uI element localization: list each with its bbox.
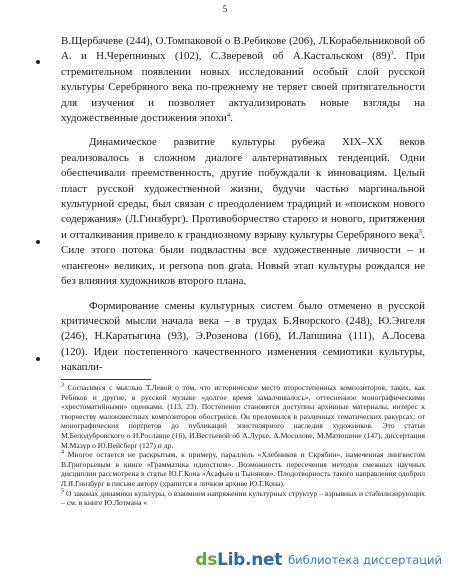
dslib-logo: [195, 550, 282, 570]
footnote-number: 3: [61, 382, 64, 389]
logo-lib: Lib: [217, 550, 246, 570]
footnote-number: 5: [61, 488, 64, 494]
footnote-5: [61, 489, 425, 508]
footnote-ref-3[interactable]: 3: [390, 49, 394, 57]
paragraph-2-text: Динамическое развитие культуры рубежа XIX–XX веков реализовалось в сложном диалоге альтернативных тенденций. Одни обеспечивали преемственность, другие побуждали к инновациям. Целый пласт русской художественной жизни, будучи частью маргинальной культурной среды, был связан с преодолением традиций и «поиском нового содержания» (Л.Гинзбург). Противоборчество старого и нового, притяжения и отталкивания привело к грандиозному взрыву культуры Серебряного века: [61, 136, 425, 241]
watermark-tagline: библиотека диссертаций: [288, 553, 442, 567]
footnote-ref-5[interactable]: 5: [419, 228, 423, 236]
paragraph-1: [61, 34, 425, 126]
paragraph-3: [61, 299, 425, 376]
footnote-separator: [61, 379, 151, 380]
margin-bullet-mark: [36, 357, 40, 361]
paragraph-1-end: .: [230, 112, 233, 125]
paragraph-2-text-cont: . Силе этого потока были подвластны все художественные личности – и «пантеон» великих, и persona non grata. Новый этап культуры рождался не без влияния художников второго плана.: [61, 228, 425, 288]
footnotes: [61, 383, 425, 508]
paragraph-3-text: Формирование смены культурных систем было отмечено в русской критической мысли начала века – в трудах Б.Яворского (248), Ю.Энгеля (246), Н.Каратыгина (93), Э.Розенова (166), И.Лапшина (111), А.Лосева (120). Идеи постепенного качественного изменения семиотики культуры, накапли-: [61, 299, 425, 374]
footnote-number: 4: [61, 449, 64, 456]
margin-bullet-mark: [36, 240, 40, 244]
margin-bullet-mark: [36, 60, 40, 64]
footnote-text: О законах динамики культуры, о взаимном напряжении культурных структур – взрывных и стабилизирующих – см. в книге Ю.Лотмана «: [61, 488, 425, 508]
paragraph-1-text: В.Щербачеве (244), О.Томпаковой о В.Ребикове (206), Л.Корабельниковой об А. и Н.Черепниных (102), С.Зверевой об А.Кастальском (89): [61, 35, 425, 63]
footnote-3: [61, 383, 425, 450]
footnote-text: Многое остается не раскрытым, к примеру, параллель «Хлебников и Скрябин», намеченная лингвистом В.Григорьевым в книге «Грамматика идиостиля». Возможность пересечения методов смежных научных дисциплин рассмотрена в статье Ю.Г.Кона «Асафьев и Тынянов». Плодотворность такого направления одобрил Л.Я.Гинзбург в письме автору (хранится в личном архиве Ю.Г.Кона).: [61, 450, 425, 488]
logo-ds: ds: [195, 550, 218, 570]
footnote-4: [61, 450, 425, 488]
site-watermark[interactable]: [195, 546, 442, 574]
footnote-text: Согласимся с мыслью Т.Левой о том, что историческое место второстепенных композиторов, таких, как Ребиков и другие, в русской музыке «долгое время замалчивалось», оттесненное монографическими «хрестоматийными» оценками. (113, 23). Постепенно становятся доступны архивные материалы, интерес к творчеству малоизвестных композиторов обострился. Он преломился в различных тематических ракурсах: от монографических портретов до публикаций эпистолярного наследия художников. Это статьи М.Белодубровского о Н.Рославце (16), И.Вестьевой об А.Лурье, А.Мосолове, М.Матюшине (147), диссертация М.Мазур о Ю.Вейсберг (127) и др.: [61, 383, 425, 450]
paragraph-2: [61, 135, 425, 289]
page-number: 5: [222, 4, 228, 14]
footnote-ref-4[interactable]: 4: [226, 111, 231, 119]
logo-tld: .net: [245, 550, 283, 570]
body-text: [61, 34, 425, 376]
paragraph-1-text-cont: . При стремительном появлении новых исследований особый слой русской культуры Серебряного века по-прежнему не теряет своей притягательности для изучения и позволяет актуализировать новые взгляды на художественные достижения эпохи: [61, 50, 425, 125]
